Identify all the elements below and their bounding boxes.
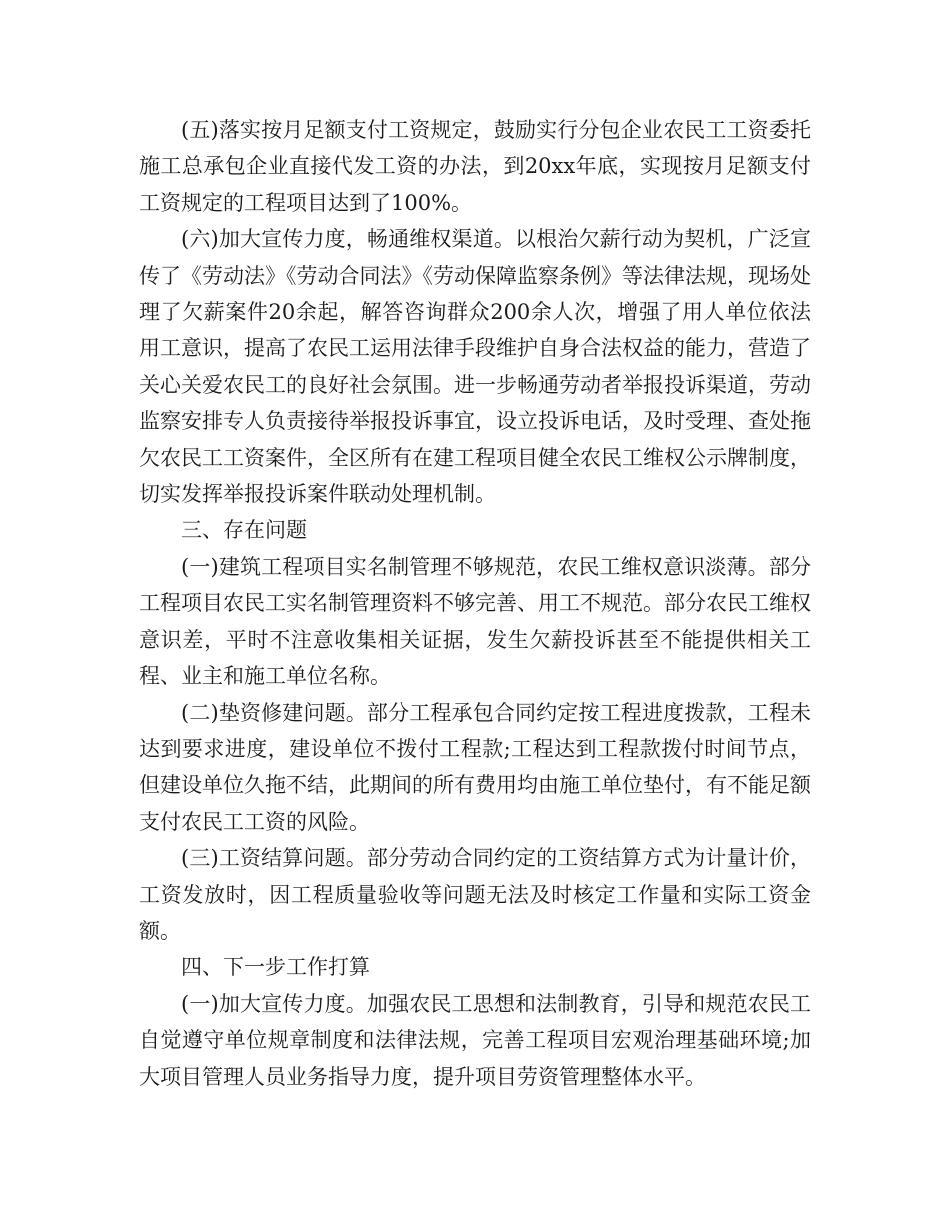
paragraph-wage-settlement: (三)工资结算问题。部分劳动合同约定的工资结算方式为计量计价，工资发放时，因工程质量验收等问题无法及时核定工作量和实际工资金额。 bbox=[139, 846, 811, 943]
document-body bbox=[139, 112, 811, 1095]
paragraph-wage-payment: (五)落实按月足额支付工资规定，鼓励实行分包企业农民工工资委托施工总承包企业直接代发工资的办法，到20xx年底，实现按月足额支付工资规定的工程项目达到了100%。 bbox=[139, 118, 811, 215]
paragraph-publicity: (六)加大宣传力度，畅通维权渠道。以根治欠薪行动为契机，广泛宣传了《劳动法》《劳动合同法》《劳动保障监察条例》等法律法规，现场处理了欠薪案件20余起，解答咨询群众200余人次，增强了用人单位依法用工意识，提高了农民工运用法律手段维护自身合法权益的能力，营造了关心关爱农民工的良好社会氛围。进一步畅通劳动者举报投诉渠道，劳动监察安排专人负责接待举报投诉事宜，设立投诉电话，及时受理、查处拖欠农民工工资案件，全区所有在建工程项目健全农民工维权公示牌制度，切实发挥举报投诉案件联动处理机制。 bbox=[139, 227, 811, 507]
paragraph-advance-funding: (二)垫资修建问题。部分工程承包合同约定按工程进度拨款，工程未达到要求进度，建设单位不拨付工程款;工程达到工程款拨付时间节点，但建设单位久拖不结，此期间的所有费用均由施工单位垫付，有不能足额支付农民工工资的风险。 bbox=[139, 700, 811, 834]
section-heading-next-steps: 四、下一步工作打算 bbox=[181, 955, 370, 980]
paragraph-real-name-management: (一)建筑工程项目实名制管理不够规范，农民工维权意识淡薄。部分工程项目农民工实名制管理资料不够完善、用工不规范。部分农民工维权意识差，平时不注意收集相关证据，发生欠薪投诉甚至不能提供相关工程、业主和施工单位名称。 bbox=[139, 554, 811, 689]
section-heading-problems: 三、存在问题 bbox=[181, 518, 307, 543]
paragraph-education: (一)加大宣传力度。加强农民工思想和法制教育，引导和规范农民工自觉遵守单位规章制度和法律法规，完善工程项目宏观治理基础环境;加大项目管理人员业务指导力度，提升项目劳资管理整体水平。 bbox=[139, 991, 811, 1089]
